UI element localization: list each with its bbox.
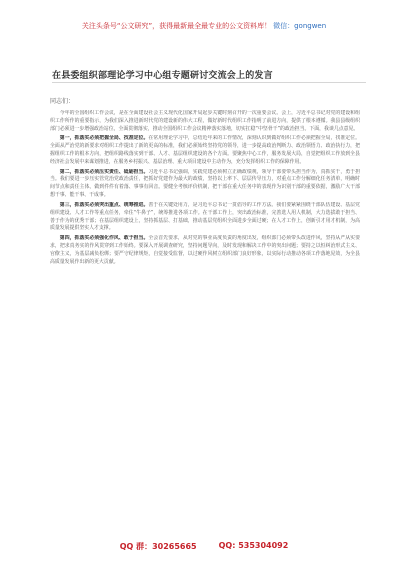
- paragraph-heading: 第三，抓落实必须突出重点、统筹推进。: [59, 201, 149, 208]
- qq-group-number: QQ 群：30265665: [119, 542, 197, 551]
- contact-footer: [0, 541, 408, 555]
- paragraph-text: 全会首先要求，从对党的事业高度负责的角度出发，组织部门必须带头改进作风，坚持从严从实要求，把求真务实的作风贯穿到工作始终。要深入开展调查研究，坚持问题导向，及时发现和解决工作中的突出问题；要持之以恒纠治形式主义、官僚主义，为基层减负松绑；要严守纪律规矩，自觉接受监督，以过硬作风树立组织部门良好形象，以实际行动推动各项工作落地见效，为全县高质量发展作出新的更大贡献。: [50, 234, 360, 265]
- paragraph-heading: 第一，抓落实必须把握全局、找准定位。: [59, 135, 149, 142]
- salutation: 同志们：: [50, 98, 75, 105]
- paragraph-heading: 第二，抓落实必须压实责任、砥砺担当。: [59, 168, 149, 175]
- paragraph: [50, 110, 360, 134]
- paragraph: [50, 135, 360, 167]
- promo-contact: 微信：gongwen: [273, 22, 327, 30]
- paragraph-text: 习近平总书记强调，实践党建必须树立正确政绩观，领导干部要带头担当作为，真抓实干，勇于担当。我们要进一步压实管党治党政治责任，把抓好党建作为最大的政绩，坚持以上率下、层层传导压力，对重点工作分解细化任务清单，明确时间节点和责任主体，做到件件有着落、事事有回音。要健全考核评价机制，把干部在重大任务中的表现作为识别干部的重要依据，激励广大干部想干事、能干事、干成事。: [50, 168, 360, 199]
- promo-text: 关注头条号“公文研究”，获得最新最全最专业的公文资料库！: [81, 22, 272, 30]
- paragraph-text: 善于在关键处用力，是习近平总书记一贯倡导的工作方法。我们要紧紧围绕干部队伍建设、基层党组织建设、人才工作等重点任务，牵住“牛鼻子”，统筹推进各项工作。在干部工作上，突出政治标准，完善选人用人机制，大力选拔敢于担当、善于作为的优秀干部；在基层组织建设上，坚持抓基层、打基础，推动基层党组织全面进步全面过硬；在人才工作上，创新引才用才机制，为高质量发展提供坚实人才支撑。: [50, 201, 360, 232]
- paragraph: [50, 235, 360, 267]
- document-body: [50, 110, 360, 268]
- qq-number: QQ: 535304092: [218, 541, 289, 550]
- paragraph-text: 在常用理论学习中，总结近年来的工作情况，深刻认识到做好组织工作必须把握全局，找准定位。全面从严治党的新要求对组织工作提出了新的更高的标准，我们必须始终坚持党的领导，进一步提高政治判断力、政治领悟力、政治执行力，把握组织工作的根本方向，把组织路线落实到干部、人才、基层组织建设的各个方面。要聚焦中心工作，服务发展大局，自觉把组织工作放到全县经济社会发展中来谋划推进，在服务乡村振兴、基层治理、重大项目建设中主动作为，充分发挥组织工作的保障作用。: [50, 135, 360, 166]
- paragraph: [50, 202, 360, 234]
- paragraph: [50, 169, 360, 201]
- paragraph-heading: 第四，抓落实必须强化作风、敢于担当。: [59, 234, 149, 241]
- paragraph-text: 今年的全国组织工作会议，是在全面建设社会主义现代化国家开局起步关键时刻召开的一次重要会议。会上，习近平总书记对党的建设和组织工作所作的重要指示，为我们深入推进新时代党的建设新的伟大工程，做好新时代组织工作指明了前进方向，提供了根本遵循。我县县级组织部门必须进一步增强政治站位，全面贯彻落实，推动全国组织工作会议精神落实落地，切实扛稳“中坚骨干”的政治担当。下面，我谈几点意见。: [50, 110, 360, 132]
- promo-banner[interactable]: [62, 18, 346, 34]
- document-title: 在县委组织部理论学习中心组专题研讨交流会上的发言: [52, 71, 273, 81]
- title-divider: [52, 82, 366, 83]
